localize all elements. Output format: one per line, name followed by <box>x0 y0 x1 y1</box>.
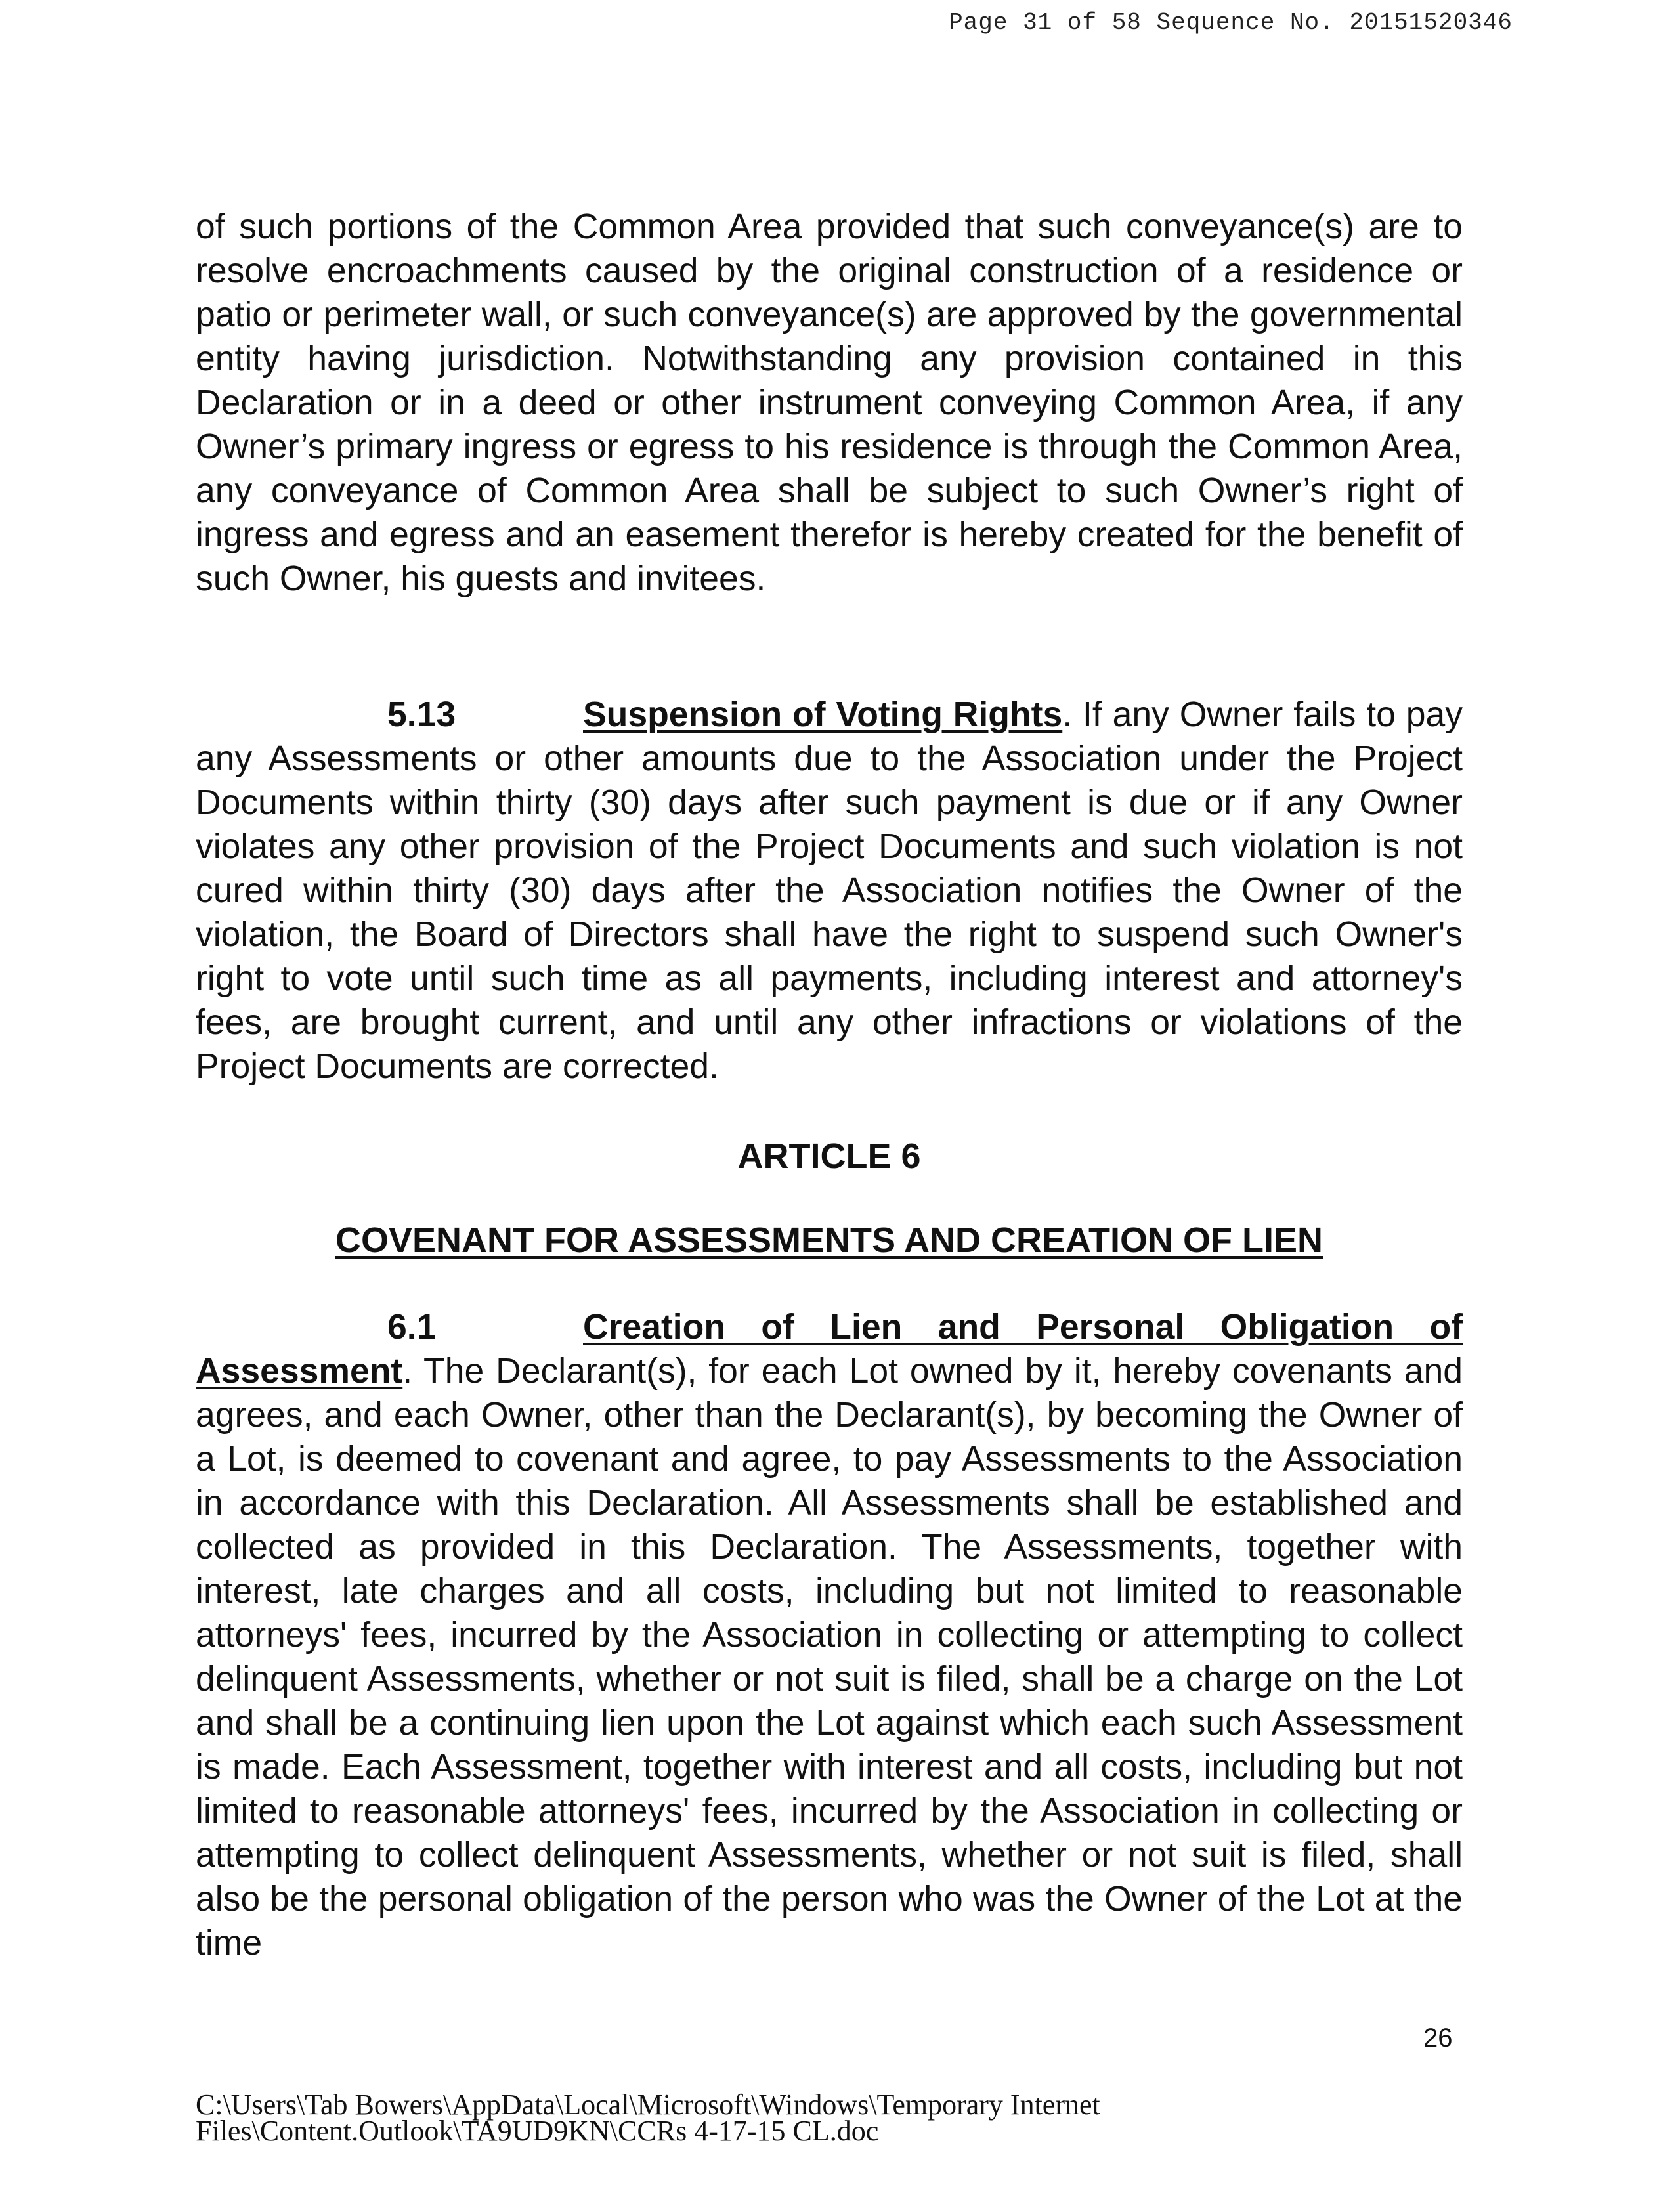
file-path-line-1: C:\Users\Tab Bowers\AppData\Local\Microsoft\Windows\Temporary Internet <box>196 2089 1100 2121</box>
page-number: 26 <box>1423 2024 1453 2052</box>
paragraph-common-area-conveyance: of such portions of the Common Area provided that such conveyance(s) are to resolve encroachments caused by the original construction of a residence or patio or perimeter wall, or such conveyance(s) are approved by the governmental entity having jurisdiction. Notwithstanding any provision contained in this Declaration or in a deed or other instrument conveying Common Area, if any Owner’s primary ingress or egress to his residence is through the Common Area, any conveyance of Common Area shall be subject to such Owner’s right of ingress and egress and an easement therefor is hereby created for the benefit of such Owner, his guests and invitees. <box>196 207 1463 598</box>
section-number: 6.1 <box>387 1308 437 1347</box>
article-title <box>196 1219 1463 1263</box>
file-path-footer <box>196 2089 1100 2147</box>
section-6-1 <box>196 1305 1463 1965</box>
section-body: . If any Owner fails to pay any Assessments or other amounts due to the Association under the Project Documents within thirty (30) days after such payment is due or if any Owner violates any other provision of the Project Documents and such violation is not cured within thirty (30) days after the Association notifies the Owner of the violation, the Board of Directors shall have the right to suspend such Owner's right to vote until such time as all payments, including interest and attorney's fees, are brought current, and until any other infractions or violations of the Project Documents are corrected. <box>196 695 1463 1086</box>
file-path-line-2: Files\Content.Outlook\TA9UD9KN\CCRs 4-17-15 CL.doc <box>196 2115 879 2147</box>
article-title-text: COVENANT FOR ASSESSMENTS AND CREATION OF LIEN <box>335 1221 1323 1260</box>
section-title: Suspension of Voting Rights <box>583 695 1063 734</box>
section-title: Creation of Lien and Personal Obligation of Assessment <box>196 1308 1463 1391</box>
section-number: 5.13 <box>387 695 456 734</box>
article-number: ARTICLE 6 <box>737 1137 921 1176</box>
section-body: . The Declarant(s), for each Lot owned by it, hereby covenants and agrees, and each Owner, other than the Declarant(s), by becoming the Owner of a Lot, is deemed to covenant and agree, to pay Assessments to the Association in accordance with this Declaration. All Assessments shall be established and collected as provided in this Declaration. The Assessments, together with interest, late charges and all costs, including but not limited to reasonable attorneys' fees, incurred by the Association in collecting or attempting to collect delinquent Assessments, whether or not suit is filed, shall be a charge on the Lot and shall be a continuing lien upon the Lot against which each such Assessment is made. Each Assessment, together with interest and all costs, including but not limited to reasonable attorneys' fees, incurred by the Association in collecting or attempting to collect delinquent Assessments, whether or not suit is filed, shall also be the personal obligation of the person who was the Owner of the Lot at the time <box>196 1352 1463 1963</box>
section-5-13 <box>196 693 1463 1089</box>
page-sequence-header: Page 31 of 58 Sequence No. 20151520346 <box>949 9 1513 36</box>
